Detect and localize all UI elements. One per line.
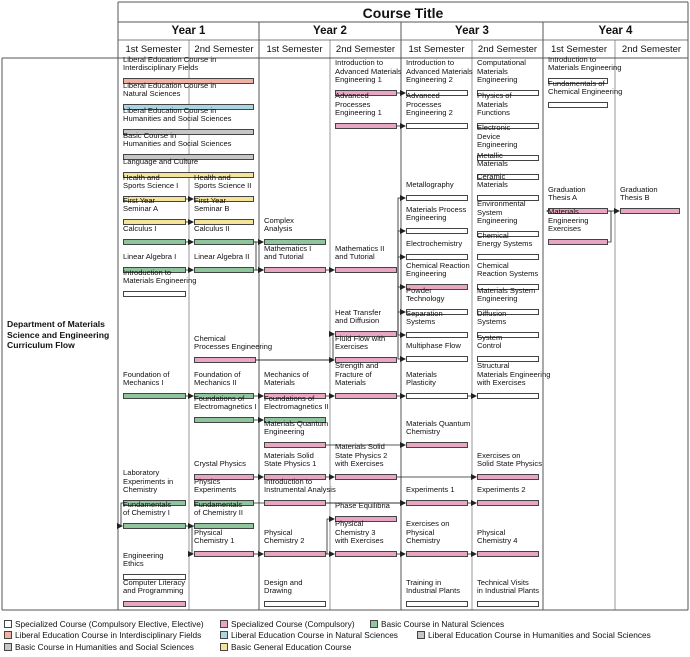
legend-swatch bbox=[417, 631, 425, 639]
course-bar bbox=[406, 442, 468, 448]
course-label: Introduction to Instrumental Analysis bbox=[264, 476, 336, 495]
course-bar bbox=[335, 267, 397, 273]
course-bar bbox=[477, 500, 539, 506]
course-label: Introduction to Materials Engineering bbox=[548, 54, 622, 73]
course-label: Mathematics II and Tutorial bbox=[335, 243, 385, 262]
course-mech1 bbox=[123, 359, 186, 399]
legend-label: Liberal Education Course in Interdisciplinary Fields bbox=[15, 630, 202, 640]
course-label: Exercises on Solid State Physics bbox=[477, 450, 542, 469]
y3-sem1-header: 1st Semester bbox=[408, 44, 465, 55]
course-label: Physics of Materials Functions bbox=[477, 91, 512, 118]
course-bar bbox=[548, 102, 608, 108]
course-label: Complex Analysis bbox=[264, 215, 294, 234]
legend-label: Specialized Course (Compulsory) bbox=[231, 619, 355, 629]
legend-swatch bbox=[220, 620, 228, 628]
course-label: Phase Equilibria bbox=[335, 501, 390, 511]
course-label: Mechanics of Materials bbox=[264, 369, 309, 388]
course-label: Electronic Device Engineering bbox=[477, 123, 518, 150]
course-label: Introduction to Advanced Materials Engineering 1 bbox=[335, 58, 402, 85]
arrow-heat-to-echem bbox=[398, 257, 405, 334]
course-label: Foundations of Electromagnetics I bbox=[194, 393, 257, 412]
legend-item-basic_humanities bbox=[4, 642, 194, 652]
course-label: Calculus II bbox=[194, 224, 230, 234]
course-label: Foundations of Electromagnetics II bbox=[264, 393, 329, 412]
course-label: Metallic Materials bbox=[477, 150, 508, 169]
legend-label: Basic General Education Course bbox=[231, 642, 352, 652]
course-label: Metallography bbox=[406, 180, 454, 190]
arrow-pchem2-to-phase bbox=[326, 519, 334, 554]
course-bar bbox=[406, 551, 468, 557]
course-label: Fundamentals of Chemistry II bbox=[194, 499, 243, 518]
course-label: Multiphase Flow bbox=[406, 341, 461, 351]
course-label: Experiments 1 bbox=[406, 485, 455, 495]
course-bar bbox=[264, 500, 326, 506]
course-label: Technical Visits in Industrial Plants bbox=[477, 577, 540, 596]
course-pchem3 bbox=[335, 517, 397, 557]
y2-sem1-header: 1st Semester bbox=[266, 44, 323, 55]
y2-sem2-header: 2nd Semester bbox=[335, 44, 396, 55]
course-label: Advanced Processes Engineering 2 bbox=[406, 91, 453, 118]
course-bar bbox=[406, 123, 468, 129]
year-3-header: Year 3 bbox=[455, 25, 489, 37]
y1-sem1-header: 1st Semester bbox=[125, 44, 182, 55]
course-label: Electrochemistry bbox=[406, 239, 463, 249]
course-label: Chemical Reaction Systems bbox=[477, 260, 539, 279]
legend-label: Specialized Course (Compulsory Elective, Elective) bbox=[15, 619, 204, 629]
arrow-heat-to-chem-react bbox=[398, 287, 405, 334]
course-label: Language and Culture bbox=[123, 157, 199, 167]
course-label: Powder Technology bbox=[406, 285, 445, 304]
course-chem1 bbox=[123, 489, 186, 529]
course-ssp2 bbox=[335, 440, 397, 480]
course-intro-me-1 bbox=[123, 257, 197, 297]
legend-item-liberal_humanities bbox=[417, 630, 651, 640]
course-label: Experiments 2 bbox=[477, 485, 526, 495]
arrow-calc2-to-math1 bbox=[254, 242, 263, 270]
course-thesis-b bbox=[620, 174, 680, 214]
course-label: Computer Literacy and Programming bbox=[123, 577, 186, 596]
course-label: Health and Sports Science II bbox=[194, 172, 252, 191]
course-bar bbox=[194, 417, 254, 423]
legend-item-liberal_interdisciplinary bbox=[4, 630, 201, 640]
course-bar bbox=[335, 551, 397, 557]
course-label: Design and Drawing bbox=[264, 577, 303, 596]
arrow-heat-to-powder bbox=[398, 312, 405, 334]
course-label: First Year Seminar A bbox=[123, 195, 159, 214]
course-label: Introduction to Advanced Materials Engineering 2 bbox=[406, 58, 473, 85]
course-label: Graduation Thesis A bbox=[548, 184, 586, 203]
legend-swatch bbox=[4, 620, 12, 628]
legend-swatch bbox=[220, 643, 228, 651]
course-title: Course Title bbox=[362, 5, 444, 21]
course-label: Materials System Engineering bbox=[477, 285, 536, 304]
course-label: Physical Chemistry 2 bbox=[264, 527, 305, 546]
course-label: Strength and Fracture of Materials bbox=[335, 361, 379, 388]
course-label: Calculus I bbox=[123, 224, 157, 234]
course-ape2 bbox=[406, 89, 468, 129]
course-label: Separation Systems bbox=[406, 308, 443, 327]
course-label: Liberal Education Course in Natural Sciences bbox=[123, 80, 217, 99]
course-label: Foundation of Mechanics II bbox=[194, 369, 241, 388]
course-label: Laboratory Experiments in Chemistry bbox=[123, 468, 174, 495]
course-label: Materials Solid State Physics 1 bbox=[264, 450, 317, 469]
arrow-heat-to-multiphase bbox=[398, 334, 405, 359]
course-label: Diffusion Systems bbox=[477, 308, 507, 327]
course-bar bbox=[194, 551, 254, 557]
arrow-heat-to-metallography bbox=[398, 198, 405, 334]
course-multiphase bbox=[406, 322, 468, 362]
course-label: Basic Course in Humanities and Social Sciences bbox=[123, 130, 232, 149]
course-bar bbox=[123, 291, 186, 297]
course-label: Physics Experiments bbox=[194, 476, 237, 495]
course-label: Health and Sports Science I bbox=[123, 172, 179, 191]
course-label: Chemical Reaction Engineering bbox=[406, 260, 470, 279]
y4-sem1-header: 1st Semester bbox=[551, 44, 607, 55]
course-label: Introduction to Materials Engineering bbox=[123, 267, 197, 286]
course-comp-lit bbox=[123, 567, 186, 607]
course-bar bbox=[548, 239, 608, 245]
year-1-header: Year 1 bbox=[171, 25, 206, 37]
course-bar bbox=[620, 208, 680, 214]
course-math2 bbox=[335, 233, 397, 273]
course-bar bbox=[123, 523, 186, 529]
course-fund-chem-eng bbox=[548, 68, 623, 108]
course-label: Ceramic Materials bbox=[477, 171, 508, 190]
course-label: Heat Transfer and Diffusion bbox=[335, 307, 382, 326]
course-label: First Year Seminar B bbox=[194, 195, 230, 214]
course-bar bbox=[477, 601, 539, 607]
course-phase bbox=[335, 482, 397, 522]
course-label: Physical Chemistry 1 bbox=[194, 527, 235, 546]
course-fluid bbox=[335, 323, 397, 363]
department-label: Department of Materials Science and Engineering Curriculum Flow bbox=[7, 319, 110, 350]
course-label: Physical Chemistry 3 with Exercises bbox=[335, 519, 384, 546]
year-2-header: Year 2 bbox=[313, 25, 347, 37]
course-bar bbox=[406, 500, 468, 506]
course-label: Fundamentals of Chemical Engineering bbox=[548, 78, 623, 97]
legend-item-specialized_compulsory bbox=[220, 619, 355, 629]
course-label: Fluid Flow with Exercises bbox=[335, 333, 386, 352]
course-ape1 bbox=[335, 89, 397, 129]
legend-item-general_education bbox=[220, 642, 351, 652]
arrow-heat-to-separation bbox=[398, 334, 405, 335]
course-label: Materials Quantum Chemistry bbox=[406, 418, 471, 437]
course-bar bbox=[264, 551, 326, 557]
course-bar bbox=[123, 393, 186, 399]
course-bar bbox=[406, 601, 468, 607]
course-bar bbox=[335, 393, 397, 399]
course-bar bbox=[477, 393, 539, 399]
legend-label: Liberal Education Course in Natural Sciences bbox=[231, 630, 398, 640]
course-label: Physical Chemistry 4 bbox=[477, 527, 518, 546]
legend-item-liberal_natural bbox=[220, 630, 398, 640]
legend-swatch bbox=[4, 631, 12, 639]
course-sys-ctrl bbox=[477, 322, 539, 362]
legend-swatch bbox=[370, 620, 378, 628]
course-label: Advanced Processes Engineering 1 bbox=[335, 91, 382, 118]
legend-label: Liberal Education Course in Humanities and Social Sciences bbox=[428, 630, 651, 640]
course-label: Liberal Education Course in Interdisciplinary Fields bbox=[123, 54, 217, 73]
course-em1 bbox=[194, 383, 257, 423]
course-design bbox=[264, 567, 326, 607]
y3-sem2-header: 2nd Semester bbox=[477, 44, 538, 55]
course-bar bbox=[477, 551, 539, 557]
course-bar bbox=[123, 601, 186, 607]
course-exp1 bbox=[406, 466, 468, 506]
course-bar bbox=[335, 123, 397, 129]
course-label: Exercises on Physical Chemistry bbox=[406, 519, 450, 546]
course-label: Chemical Processes Engineering bbox=[194, 333, 273, 352]
legend-swatch bbox=[220, 631, 228, 639]
course-mqc bbox=[406, 408, 471, 448]
legend-item-natural_basic bbox=[370, 619, 504, 629]
course-linalg2 bbox=[194, 233, 254, 273]
course-tech-visits bbox=[477, 567, 539, 607]
course-pchem2 bbox=[264, 517, 326, 557]
course-label: Training in Industrial Plants bbox=[406, 577, 461, 596]
course-label: Mathematics I and Tutorial bbox=[264, 243, 312, 262]
course-label: Liberal Education Course in Humanities and Social Sciences bbox=[123, 105, 232, 124]
course-plasticity bbox=[406, 359, 468, 399]
course-pchem4 bbox=[477, 517, 539, 557]
course-label: Engineering Ethics bbox=[123, 550, 164, 569]
course-exp2 bbox=[477, 466, 539, 506]
course-pchem1 bbox=[194, 517, 254, 557]
course-label: Linear Algebra II bbox=[194, 252, 250, 262]
y4-sem2-header: 2nd Semester bbox=[621, 44, 682, 55]
course-exer-phys-chem bbox=[406, 517, 468, 557]
course-instr bbox=[264, 466, 336, 506]
legend-item-specialized_elective bbox=[4, 619, 204, 629]
course-struct bbox=[477, 359, 551, 399]
course-bar bbox=[406, 393, 468, 399]
course-label: Materials Quantum Engineering bbox=[264, 418, 329, 437]
course-chem-proc bbox=[194, 323, 273, 363]
course-label: System Control bbox=[477, 332, 503, 351]
course-sfm bbox=[335, 359, 397, 399]
y1-sem2-header: 2nd Semester bbox=[194, 44, 254, 55]
course-label: Materials Process Engineering bbox=[406, 204, 467, 223]
course-label: Materials Engineering Exercises bbox=[548, 207, 589, 234]
legend-swatch bbox=[4, 643, 12, 651]
course-label: Structural Materials Engineering with Exercises bbox=[477, 361, 551, 388]
arrow-heat-to-mpe bbox=[398, 231, 405, 334]
course-mee bbox=[548, 205, 608, 245]
course-bar bbox=[335, 474, 397, 480]
course-label: Crystal Physics bbox=[194, 459, 246, 469]
course-bar bbox=[264, 601, 326, 607]
course-label: Environmental System Engineering bbox=[477, 199, 526, 226]
course-ceramic bbox=[477, 161, 539, 201]
course-label: Graduation Thesis B bbox=[620, 184, 658, 203]
course-label: Computational Materials Engineering bbox=[477, 58, 526, 85]
course-bar bbox=[194, 267, 254, 273]
course-label: Linear Algebra I bbox=[123, 252, 177, 262]
legend-label: Basic Course in Natural Sciences bbox=[381, 619, 505, 629]
course-label: Fundamentals of Chemistry I bbox=[123, 499, 172, 518]
course-label: Materials Solid State Physics 2 with Exercises bbox=[335, 442, 388, 469]
legend-label: Basic Course in Humanities and Social Sciences bbox=[15, 642, 194, 652]
course-label: Foundation of Mechanics I bbox=[123, 369, 170, 388]
course-training bbox=[406, 567, 468, 607]
course-bar bbox=[264, 267, 326, 273]
year-4-header: Year 4 bbox=[598, 25, 633, 37]
course-label: Chemical Energy Systems bbox=[477, 230, 533, 249]
course-math1 bbox=[264, 233, 326, 273]
course-label: Materials Plasticity bbox=[406, 369, 437, 388]
